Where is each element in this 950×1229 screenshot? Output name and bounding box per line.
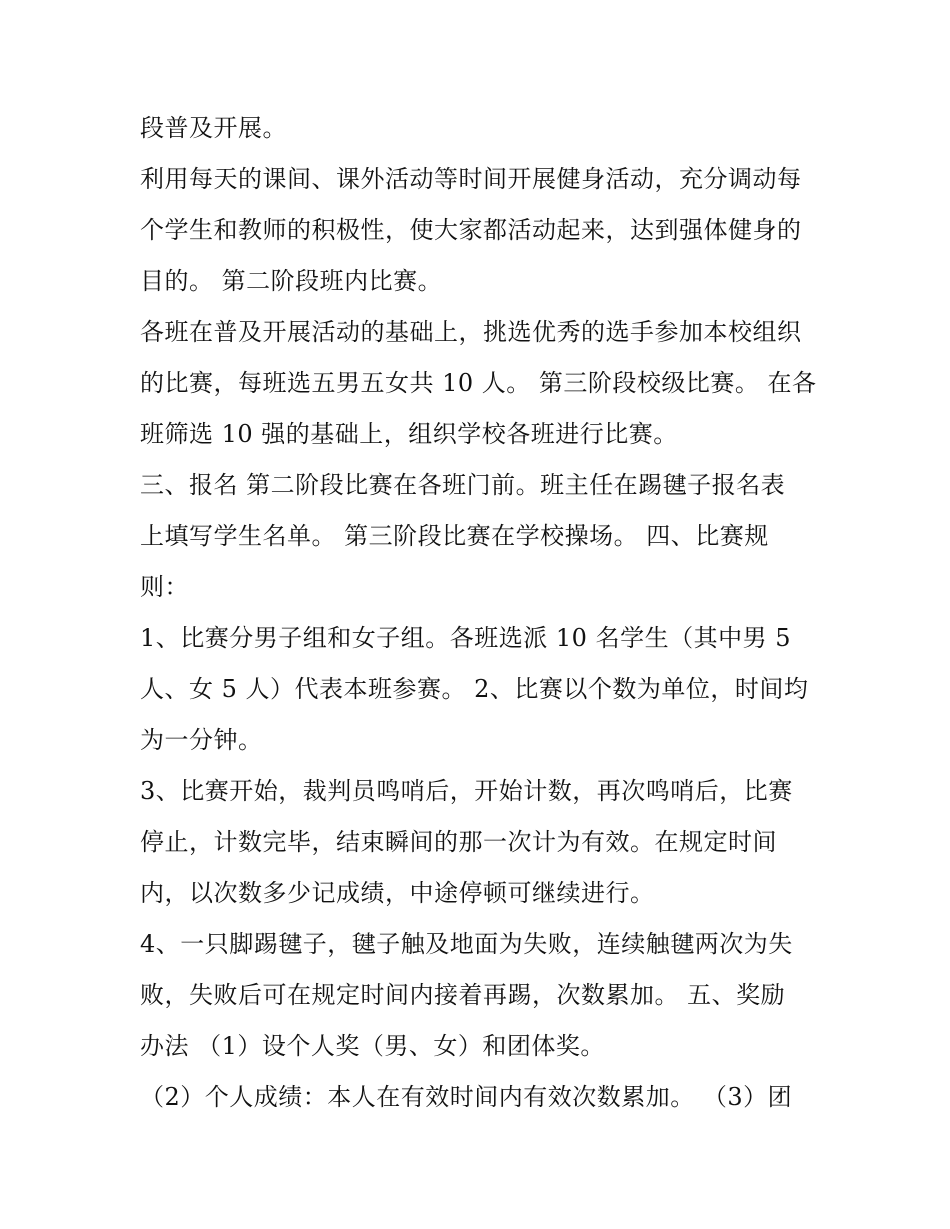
text-line: 3、比赛开始，裁判员鸣哨后，开始计数，再次鸣哨后，比赛: [140, 777, 793, 805]
text-line: 办法 （1）设个人奖（男、女）和团体奖。: [140, 1032, 605, 1060]
text-line: 则：: [140, 573, 189, 601]
document-body: [140, 103, 820, 1123]
text-line: 内，以次数多少记成绩，中途停顿可继续进行。: [140, 879, 655, 907]
text-line: 段普及开展。: [140, 114, 287, 142]
text-line: 个学生和教师的积极性，使大家都活动起来，达到强体健身的: [140, 216, 802, 244]
text-line: 为一分钟。: [140, 726, 263, 754]
text-line: 1、比赛分男子组和女子组。各班选派 10 名学生（其中男 5: [140, 624, 791, 652]
text-line: 的比赛，每班选五男五女共 10 人。 第三阶段校级比赛。 在各: [140, 369, 817, 397]
text-line: 班筛选 10 强的基础上，组织学校各班进行比赛。: [140, 420, 678, 448]
text-line: 目的。 第二阶段班内比赛。: [140, 267, 443, 295]
text-line: 人、女 5 人）代表本班参赛。 2、比赛以个数为单位，时间均: [140, 675, 809, 703]
text-line: 三、报名 第二阶段比赛在各班门前。班主任在踢毽子报名表: [140, 471, 786, 499]
text-line: 利用每天的课间、课外活动等时间开展健身活动，充分调动每: [140, 165, 802, 193]
text-line: 4、一只脚踢毽子，毽子触及地面为失败，连续触毽两次为失: [140, 930, 793, 958]
text-line: 上填写学生名单。 第三阶段比赛在学校操场。 四、比赛规: [140, 522, 769, 550]
text-line: （2）个人成绩：本人在有效时间内有效次数累加。 （3）团: [140, 1083, 793, 1111]
text-line: 败，失败后可在规定时间内接着再踢，次数累加。 五、奖励: [140, 981, 786, 1009]
text-line: 停止，计数完毕，结束瞬间的那一次计为有效。在规定时间: [140, 828, 777, 856]
text-line: 各班在普及开展活动的基础上，挑选优秀的选手参加本校组织: [140, 318, 802, 346]
